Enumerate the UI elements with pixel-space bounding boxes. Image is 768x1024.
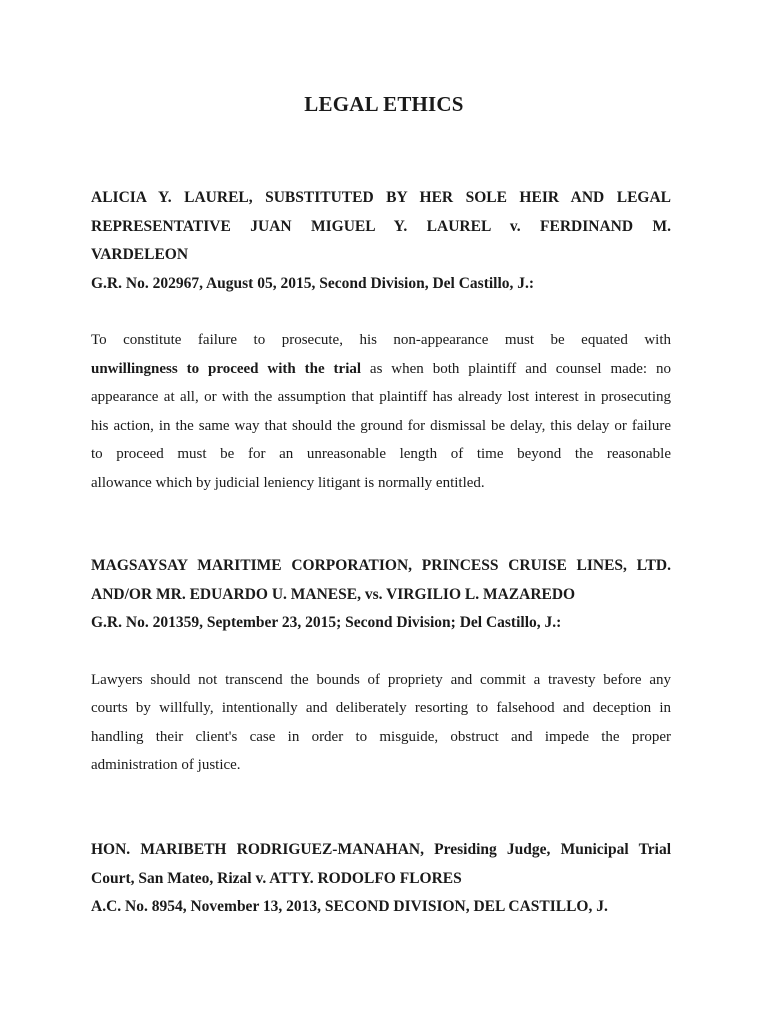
case-heading-line: ALICIA Y. LAUREL, SUBSTITUTED BY HER SOLE HEIR AND LEGAL: [91, 189, 671, 206]
case-heading-line: VARDELEON: [91, 246, 189, 263]
case-heading: [91, 552, 671, 609]
case-entry: [91, 552, 671, 780]
case-citation: A.C. No. 8954, November 13, 2013, SECOND DIVISION, DEL CASTILLO, J.: [91, 898, 608, 915]
doctrine-line: allowance which by judicial leniency litigant is normally entitled.: [91, 474, 485, 491]
doctrine-line: To constitute failure to prosecute, his non-appearance must be equated with: [91, 332, 671, 348]
doctrine-line: courts by willfully, intentionally and deliberately resorting to falsehood and deception in: [91, 700, 671, 717]
doctrine-line: his action, in the same way that should the ground for dismissal be delay, this delay or failure: [91, 417, 671, 434]
doctrine-text: as when both plaintiff and counsel made: no: [361, 360, 671, 377]
case-citation: G.R. No. 202967, August 05, 2015, Second Division, Del Castillo, J.:: [91, 274, 535, 292]
doctrine-line: Lawyers should not transcend the bounds of propriety and commit a travesty before any: [91, 671, 671, 688]
case-heading-line: Court, San Mateo, Rizal v. ATTY. RODOLFO FLORES: [91, 869, 462, 887]
case-heading: [91, 836, 671, 893]
case-heading-line: MAGSAYSAY MARITIME CORPORATION, PRINCESS CRUISE LINES, LTD.: [91, 557, 671, 574]
case-heading: [91, 184, 671, 270]
case-heading-line: REPRESENTATIVE JUAN MIGUEL Y. LAUREL v. FERDINAND M.: [91, 217, 671, 235]
case-entry: [91, 836, 671, 922]
doctrine-line: administration of justice.: [91, 757, 241, 774]
doctrine-line: appearance at all, or with the assumption that plaintiff has already lost interest in prosecuting: [91, 389, 671, 406]
case-doctrine: [91, 666, 671, 780]
doctrine-line: handling their client's case in order to misguide, obstruct and impede the proper: [91, 728, 671, 745]
document-title: LEGAL ETHICS: [304, 92, 464, 116]
doctrine-emphasis: unwillingness to proceed with the trial: [91, 360, 362, 377]
doctrine-line: to proceed must be for an unreasonable length of time beyond the reasonable: [91, 446, 671, 463]
case-heading-line: HON. MARIBETH RODRIGUEZ-MANAHAN, Presiding Judge, Municipal Trial: [91, 841, 671, 858]
doctrine-line: [91, 355, 671, 384]
case-entry: [91, 184, 671, 498]
case-doctrine: [91, 326, 671, 498]
case-heading-line: AND/OR MR. EDUARDO U. MANESE, vs. VIRGILIO L. MAZAREDO: [91, 585, 576, 603]
case-citation: G.R. No. 201359, September 23, 2015; Second Division; Del Castillo, J.:: [91, 614, 562, 631]
